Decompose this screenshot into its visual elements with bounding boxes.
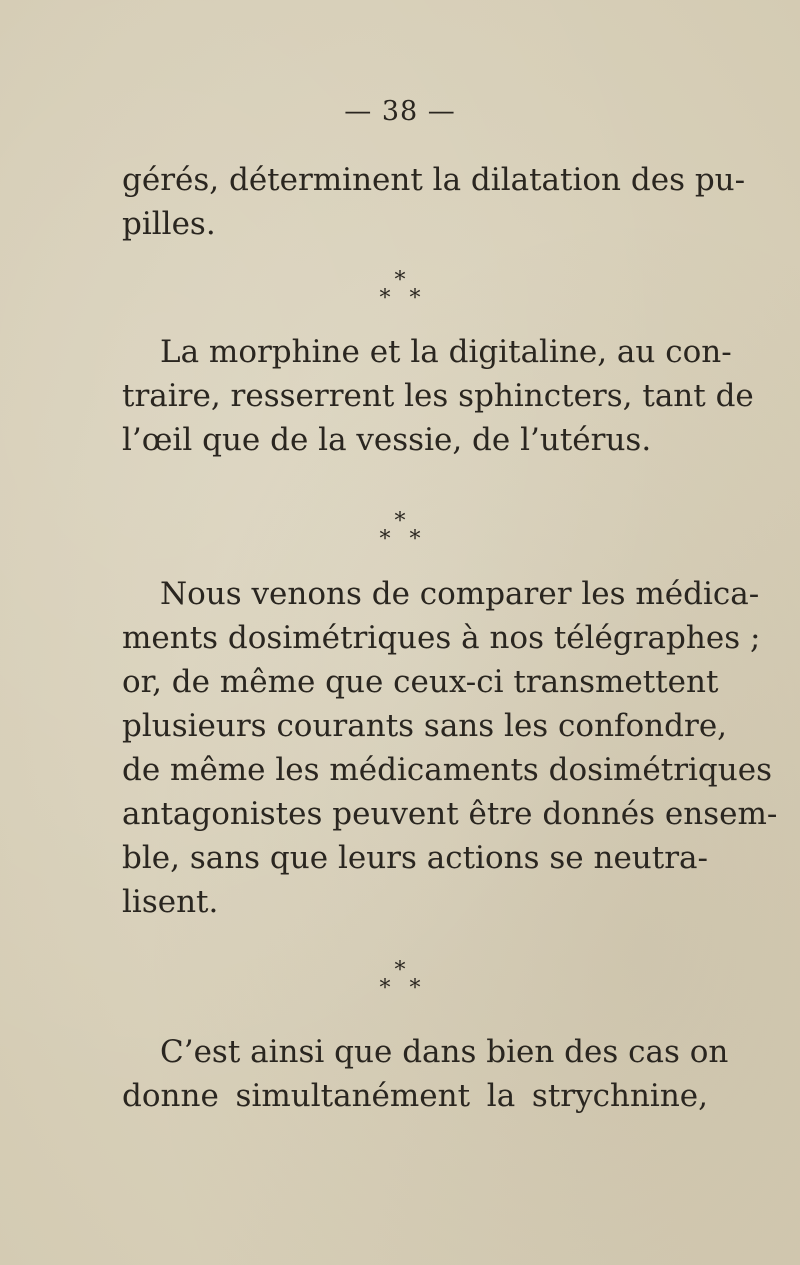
text-line: donne simultanément la strychnine, <box>122 1078 708 1114</box>
text-line: l’œil que de la vessie, de l’utérus. <box>122 422 652 458</box>
separator-star: * <box>379 286 391 311</box>
section-separator <box>0 509 800 552</box>
separator-star: * <box>394 958 406 983</box>
text-line: pilles. <box>122 206 216 242</box>
text-line: de même les médicaments dosimétriques <box>122 752 773 788</box>
text-line: La morphine et la digitaline, au con- <box>160 334 732 370</box>
text-line: traire, resserrent les sphincters, tant de <box>122 378 754 414</box>
separator-star: * <box>379 527 391 552</box>
text-line: gérés, déterminent la dilatation des pu- <box>122 162 746 198</box>
text-line: ble, sans que leurs actions se neutra- <box>122 840 708 876</box>
text-line: C’est ainsi que dans bien des cas on <box>160 1034 729 1070</box>
separator-star: * <box>409 527 421 552</box>
separator-star: * <box>409 286 421 311</box>
page-number: — 38 — <box>344 96 456 127</box>
text-line: antagonistes peuvent être donnés ensem- <box>122 796 778 832</box>
separator-star: * <box>394 268 406 293</box>
text-line: Nous venons de comparer les médica- <box>160 576 760 612</box>
section-separator <box>0 268 800 311</box>
section-separator <box>0 958 800 1001</box>
text-line: plusieurs courants sans les confondre, <box>122 708 728 744</box>
text-line: ments dosimétriques à nos télégraphes ; <box>122 620 761 656</box>
text-line: or, de même que ceux-ci transmettent <box>122 664 719 700</box>
separator-star: * <box>394 509 406 534</box>
separator-star: * <box>379 976 391 1001</box>
text-line: lisent. <box>122 884 219 920</box>
separator-star: * <box>409 976 421 1001</box>
